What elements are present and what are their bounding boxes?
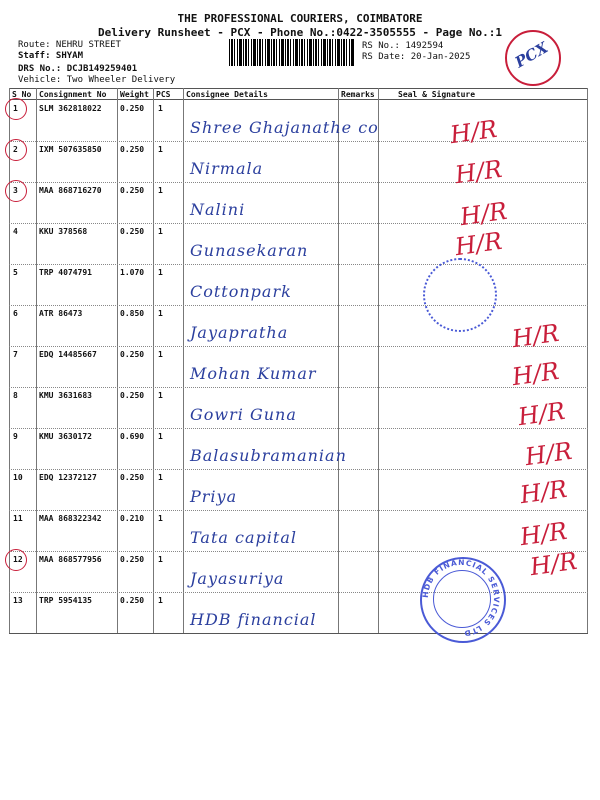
row-sno: 5	[13, 268, 18, 277]
signature-mark: H/R	[516, 396, 567, 432]
row-weight: 0.850	[120, 309, 145, 318]
row-consignee-handwritten: Jayapratha	[190, 323, 289, 342]
signature-mark: H/R	[518, 516, 569, 552]
row-weight: 0.250	[120, 186, 145, 195]
row-consignment-no: EDQ 12372127	[39, 473, 97, 482]
signature-mark: H/R	[510, 318, 561, 354]
vehicle-label: Vehicle: Two Wheeler Delivery	[18, 75, 176, 85]
row-consignee-handwritten: Nirmala	[190, 159, 264, 178]
row-consignee-handwritten: Gowri Guna	[190, 405, 297, 424]
row-weight: 0.250	[120, 350, 145, 359]
row-consignment-no: MAA 868716270	[39, 186, 102, 195]
row-consignee-handwritten: Balasubramanian	[190, 446, 347, 465]
col-header-consignee: Consignee Details	[186, 90, 268, 99]
row-consignment-no: EDQ 14485667	[39, 350, 97, 359]
signature-mark: H/R	[523, 436, 574, 472]
company-title: THE PROFESSIONAL COURIERS, COIMBATORE	[177, 12, 423, 25]
row-consignee-handwritten: Tata capital	[190, 528, 297, 547]
rubber-stamp	[423, 258, 497, 332]
seal-text: HDB FINANCIAL SERVICES LTD	[420, 557, 502, 639]
row-weight: 0.250	[120, 145, 145, 154]
barcode	[229, 39, 354, 66]
row-sno: 7	[13, 350, 18, 359]
row-weight: 0.250	[120, 473, 145, 482]
runsheet-subtitle: Delivery Runsheet - PCX - Phone No.:0422-3505555 - Page No.:1	[98, 26, 502, 39]
row-divider	[9, 387, 588, 388]
row-divider	[9, 346, 588, 347]
row-sno: 4	[13, 227, 18, 236]
row-consignment-no: KKU 378568	[39, 227, 88, 236]
serial-circle-mark	[5, 139, 27, 161]
row-consignment-no: SLM 362818022	[39, 104, 102, 113]
row-consignment-no: KMU 3630172	[39, 432, 92, 441]
col-header-seal: Seal & Signature	[398, 90, 476, 99]
pcx-stamp-text: PCX	[511, 38, 552, 72]
row-weight: 0.690	[120, 432, 145, 441]
row-consignment-no: TRP 5954135	[39, 596, 92, 605]
serial-circle-mark	[5, 180, 27, 202]
row-pcs: 1	[158, 514, 163, 523]
col-header-remarks: Remarks	[341, 90, 375, 99]
row-consignee-handwritten: Shree Ghajanathe co	[190, 118, 379, 137]
col-header-consignment: Consignment No	[39, 90, 107, 99]
row-divider	[9, 141, 588, 142]
row-pcs: 1	[158, 350, 163, 359]
row-sno: 6	[13, 309, 18, 318]
row-consignee-handwritten: Priya	[190, 487, 238, 506]
row-divider	[9, 469, 588, 470]
row-weight: 0.210	[120, 514, 145, 523]
row-consignee-handwritten: Jayasuriya	[190, 569, 285, 588]
signature-mark: H/R	[518, 474, 569, 510]
row-consignment-no: IXM 507635850	[39, 145, 102, 154]
signature-mark: H/R	[510, 356, 561, 392]
row-consignee-handwritten: HDB financial	[190, 610, 317, 629]
svg-text:HDB FINANCIAL SERVICES LTD	[421, 558, 501, 638]
col-header-weight: Weight	[120, 90, 149, 99]
row-pcs: 1	[158, 145, 163, 154]
table-top-border	[9, 88, 588, 89]
row-sno: 10	[13, 473, 23, 482]
row-weight: 0.250	[120, 104, 145, 113]
row-consignment-no: MAA 868577956	[39, 555, 102, 564]
drs-number: DRS No.: DCJB149259401	[18, 64, 138, 74]
row-consignment-no: KMU 3631683	[39, 391, 92, 400]
row-sno: 9	[13, 432, 18, 441]
signature-mark: H/R	[528, 546, 579, 582]
row-pcs: 1	[158, 391, 163, 400]
row-pcs: 1	[158, 104, 163, 113]
row-divider	[9, 305, 588, 306]
row-pcs: 1	[158, 555, 163, 564]
row-sno: 1	[13, 104, 18, 113]
col-header-pcs: PCS	[156, 90, 171, 99]
row-consignee-handwritten: Mohan Kumar	[190, 364, 317, 383]
row-weight: 0.250	[120, 391, 145, 400]
signature-mark: H/R	[458, 196, 509, 232]
row-consignee-handwritten: Nalini	[190, 200, 246, 219]
row-sno: 11	[13, 514, 23, 523]
signature-mark: H/R	[448, 114, 499, 150]
row-pcs: 1	[158, 186, 163, 195]
row-pcs: 1	[158, 268, 163, 277]
row-consignment-no: ATR 86473	[39, 309, 83, 318]
row-sno: 8	[13, 391, 18, 400]
row-weight: 0.250	[120, 596, 145, 605]
rs-date: RS Date: 20-Jan-2025	[362, 52, 471, 62]
row-divider	[9, 428, 588, 429]
serial-circle-mark	[5, 549, 27, 571]
row-pcs: 1	[158, 227, 163, 236]
serial-circle-mark	[5, 98, 27, 120]
row-divider	[9, 551, 588, 552]
col-header-sno: S No	[12, 90, 32, 99]
row-pcs: 1	[158, 309, 163, 318]
row-weight: 1.070	[120, 268, 145, 277]
hdb-seal-text	[420, 557, 502, 639]
signature-mark: H/R	[453, 154, 504, 190]
row-consignee-handwritten: Cottonpark	[190, 282, 292, 301]
staff-label: Staff: SHYAM	[18, 51, 84, 61]
row-sno: 3	[13, 186, 18, 195]
row-consignee-handwritten: Gunasekaran	[190, 241, 309, 260]
row-pcs: 1	[158, 473, 163, 482]
row-consignment-no: TRP 4074791	[39, 268, 92, 277]
row-divider	[9, 264, 588, 265]
row-weight: 0.250	[120, 227, 145, 236]
row-sno: 2	[13, 145, 18, 154]
row-sno: 12	[13, 555, 23, 564]
table-header-border	[9, 99, 588, 100]
row-weight: 0.250	[120, 555, 145, 564]
row-sno: 13	[13, 596, 23, 605]
row-divider	[9, 510, 588, 511]
signature-mark: H/R	[453, 226, 504, 262]
rs-number: RS No.: 1492594	[362, 41, 444, 51]
row-pcs: 1	[158, 432, 163, 441]
row-consignment-no: MAA 868322342	[39, 514, 102, 523]
route-label: Route: NEHRU STREET	[18, 40, 121, 50]
row-pcs: 1	[158, 596, 163, 605]
